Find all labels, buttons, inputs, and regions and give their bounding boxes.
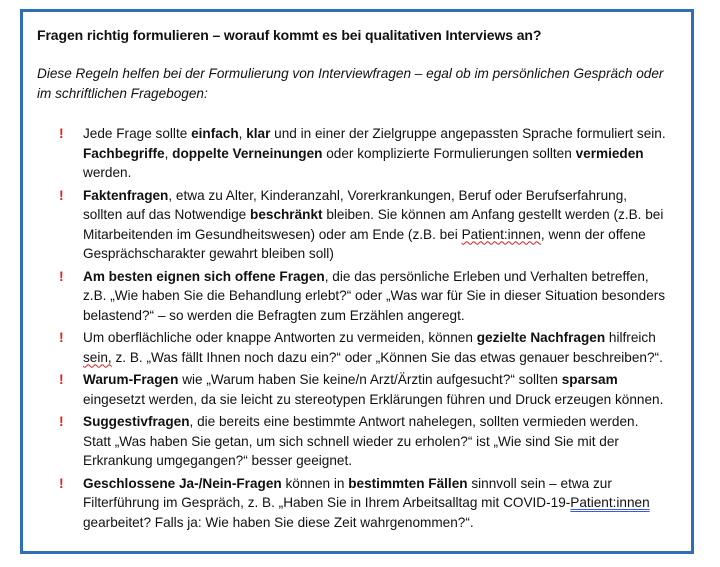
text-segment: können in [281, 475, 349, 491]
spellcheck-marked-word: Patient:innen [570, 495, 650, 510]
rule-text [83, 188, 663, 262]
emphasis-text: Faktenfragen [83, 187, 169, 203]
emphasis-text: doppelte Verneinungen [172, 145, 323, 161]
text-segment: wie „Warum haben Sie keine/n Arzt/Ärztin aufgesucht?“ sollten [178, 372, 562, 387]
text-segment: eingesetzt werden, da sie leicht zu stereotypen Erklärungen führen und Druck erzeugen können. [83, 391, 664, 407]
text-segment: , etwa zu Alter, Kinderanzahl, Vorerkrankungen, Beruf oder Berufserfahrung, sollten auf das Notwendige [83, 187, 628, 222]
rule-text [83, 269, 665, 323]
intro-text: Diese Regeln helfen bei der Formulierung von Interviewfragen – egal ob im persönlichen Gespräch oder im schriftlichen Fragebogen: [37, 66, 664, 101]
rule-text [83, 372, 663, 407]
rule-text [83, 330, 663, 365]
rule-text [83, 414, 638, 468]
emphasis-text: Geschlossene Ja-/Nein-Fragen [83, 475, 282, 491]
text-segment: , wenn der offene Gesprächscharakter gewahrt bleiben soll) [83, 226, 646, 261]
info-box [20, 9, 694, 554]
text-segment: , [164, 145, 173, 161]
text-segment: , die bereits eine bestimmte Antwort nahelegen, sollten vermieden werden. Statt „Was haben Sie getan, um sich schnell wieder zu erholen?“ ist „Wie sind Sie mit der Erkrankung umgegangen?“ besser geeignet. [83, 414, 639, 468]
rules-list [59, 124, 669, 535]
exclamation-icon: ! [59, 267, 64, 284]
emphasis-text: gezielte Nachfragen [476, 330, 606, 345]
exclamation-icon: ! [59, 186, 64, 203]
rule-item [59, 328, 669, 367]
emphasis-text: Warum-Fragen [83, 372, 179, 387]
text-segment: werden. [83, 165, 132, 180]
emphasis-text: vermieden [575, 145, 644, 161]
exclamation-icon: ! [59, 413, 64, 429]
text-segment: z. B. „Was fällt Ihnen noch dazu ein?“ oder „Können Sie das etwas genauer beschreiben?“. [111, 349, 663, 365]
text-segment: hilfreich [605, 330, 656, 345]
exclamation-icon: ! [59, 474, 64, 491]
text-segment: Jede Frage sollte [83, 126, 192, 141]
rule-item [59, 370, 669, 409]
box-title: Fragen richtig formulieren – worauf kommt es bei qualitativen Interviews an? [37, 27, 542, 43]
emphasis-text: Suggestivfragen [83, 414, 190, 429]
text-segment: und in einer der Zielgruppe angepassten Sprache formuliert sein. [270, 126, 666, 141]
emphasis-text: einfach [191, 126, 239, 141]
rule-item [59, 186, 669, 264]
emphasis-text: beschränkt [250, 207, 323, 222]
text-segment: , die das persönliche Erleben und Verhalten betreffen, z.B. „Wie haben Sie die Behandlung erlebt?“ oder „Was war für Sie in dieser Situation besonders belastend?“ – so werden die Befragten zum Erzählen angeregt. [83, 268, 666, 323]
rule-item [59, 412, 669, 471]
text-segment: sinnvoll sein – etwa zur Filterführung im Gespräch, z. B. „Haben Sie in Ihrem Arbeitsalltag mit COVID-19- [83, 475, 612, 510]
rule-item [59, 474, 669, 533]
exclamation-icon: ! [59, 371, 64, 387]
emphasis-text: bestimmten Fällen [348, 475, 468, 491]
spellcheck-marked-word: sein, [83, 349, 112, 365]
rule-item [59, 124, 669, 183]
emphasis-text: Fachbegriffe [83, 145, 165, 161]
text-segment: bleiben. Sie können am Anfang gestellt werden (z.B. bei Mitarbeitenden im Gesundheitswesen) oder am Ende (z.B. bei [83, 207, 664, 242]
text-segment: Um oberflächliche oder knappe Antworten zu vermeiden, können [83, 330, 477, 345]
emphasis-text: klar [246, 126, 271, 141]
text-segment: gearbeitet? Falls ja: Wie haben Sie diese Zeit wahrgenommen?“. [83, 514, 474, 530]
spellcheck-marked-word: Patient:innen [461, 226, 541, 242]
rule-text [83, 476, 650, 530]
exclamation-icon: ! [59, 125, 64, 141]
text-segment: oder komplizierte Formulierungen sollten [322, 145, 576, 161]
emphasis-text: sparsam [561, 372, 618, 387]
exclamation-icon: ! [59, 329, 64, 345]
emphasis-text: Am besten eignen sich offene Fragen [83, 268, 325, 284]
text-segment: , [238, 126, 247, 141]
rule-item [59, 267, 669, 326]
rule-text [83, 126, 666, 180]
